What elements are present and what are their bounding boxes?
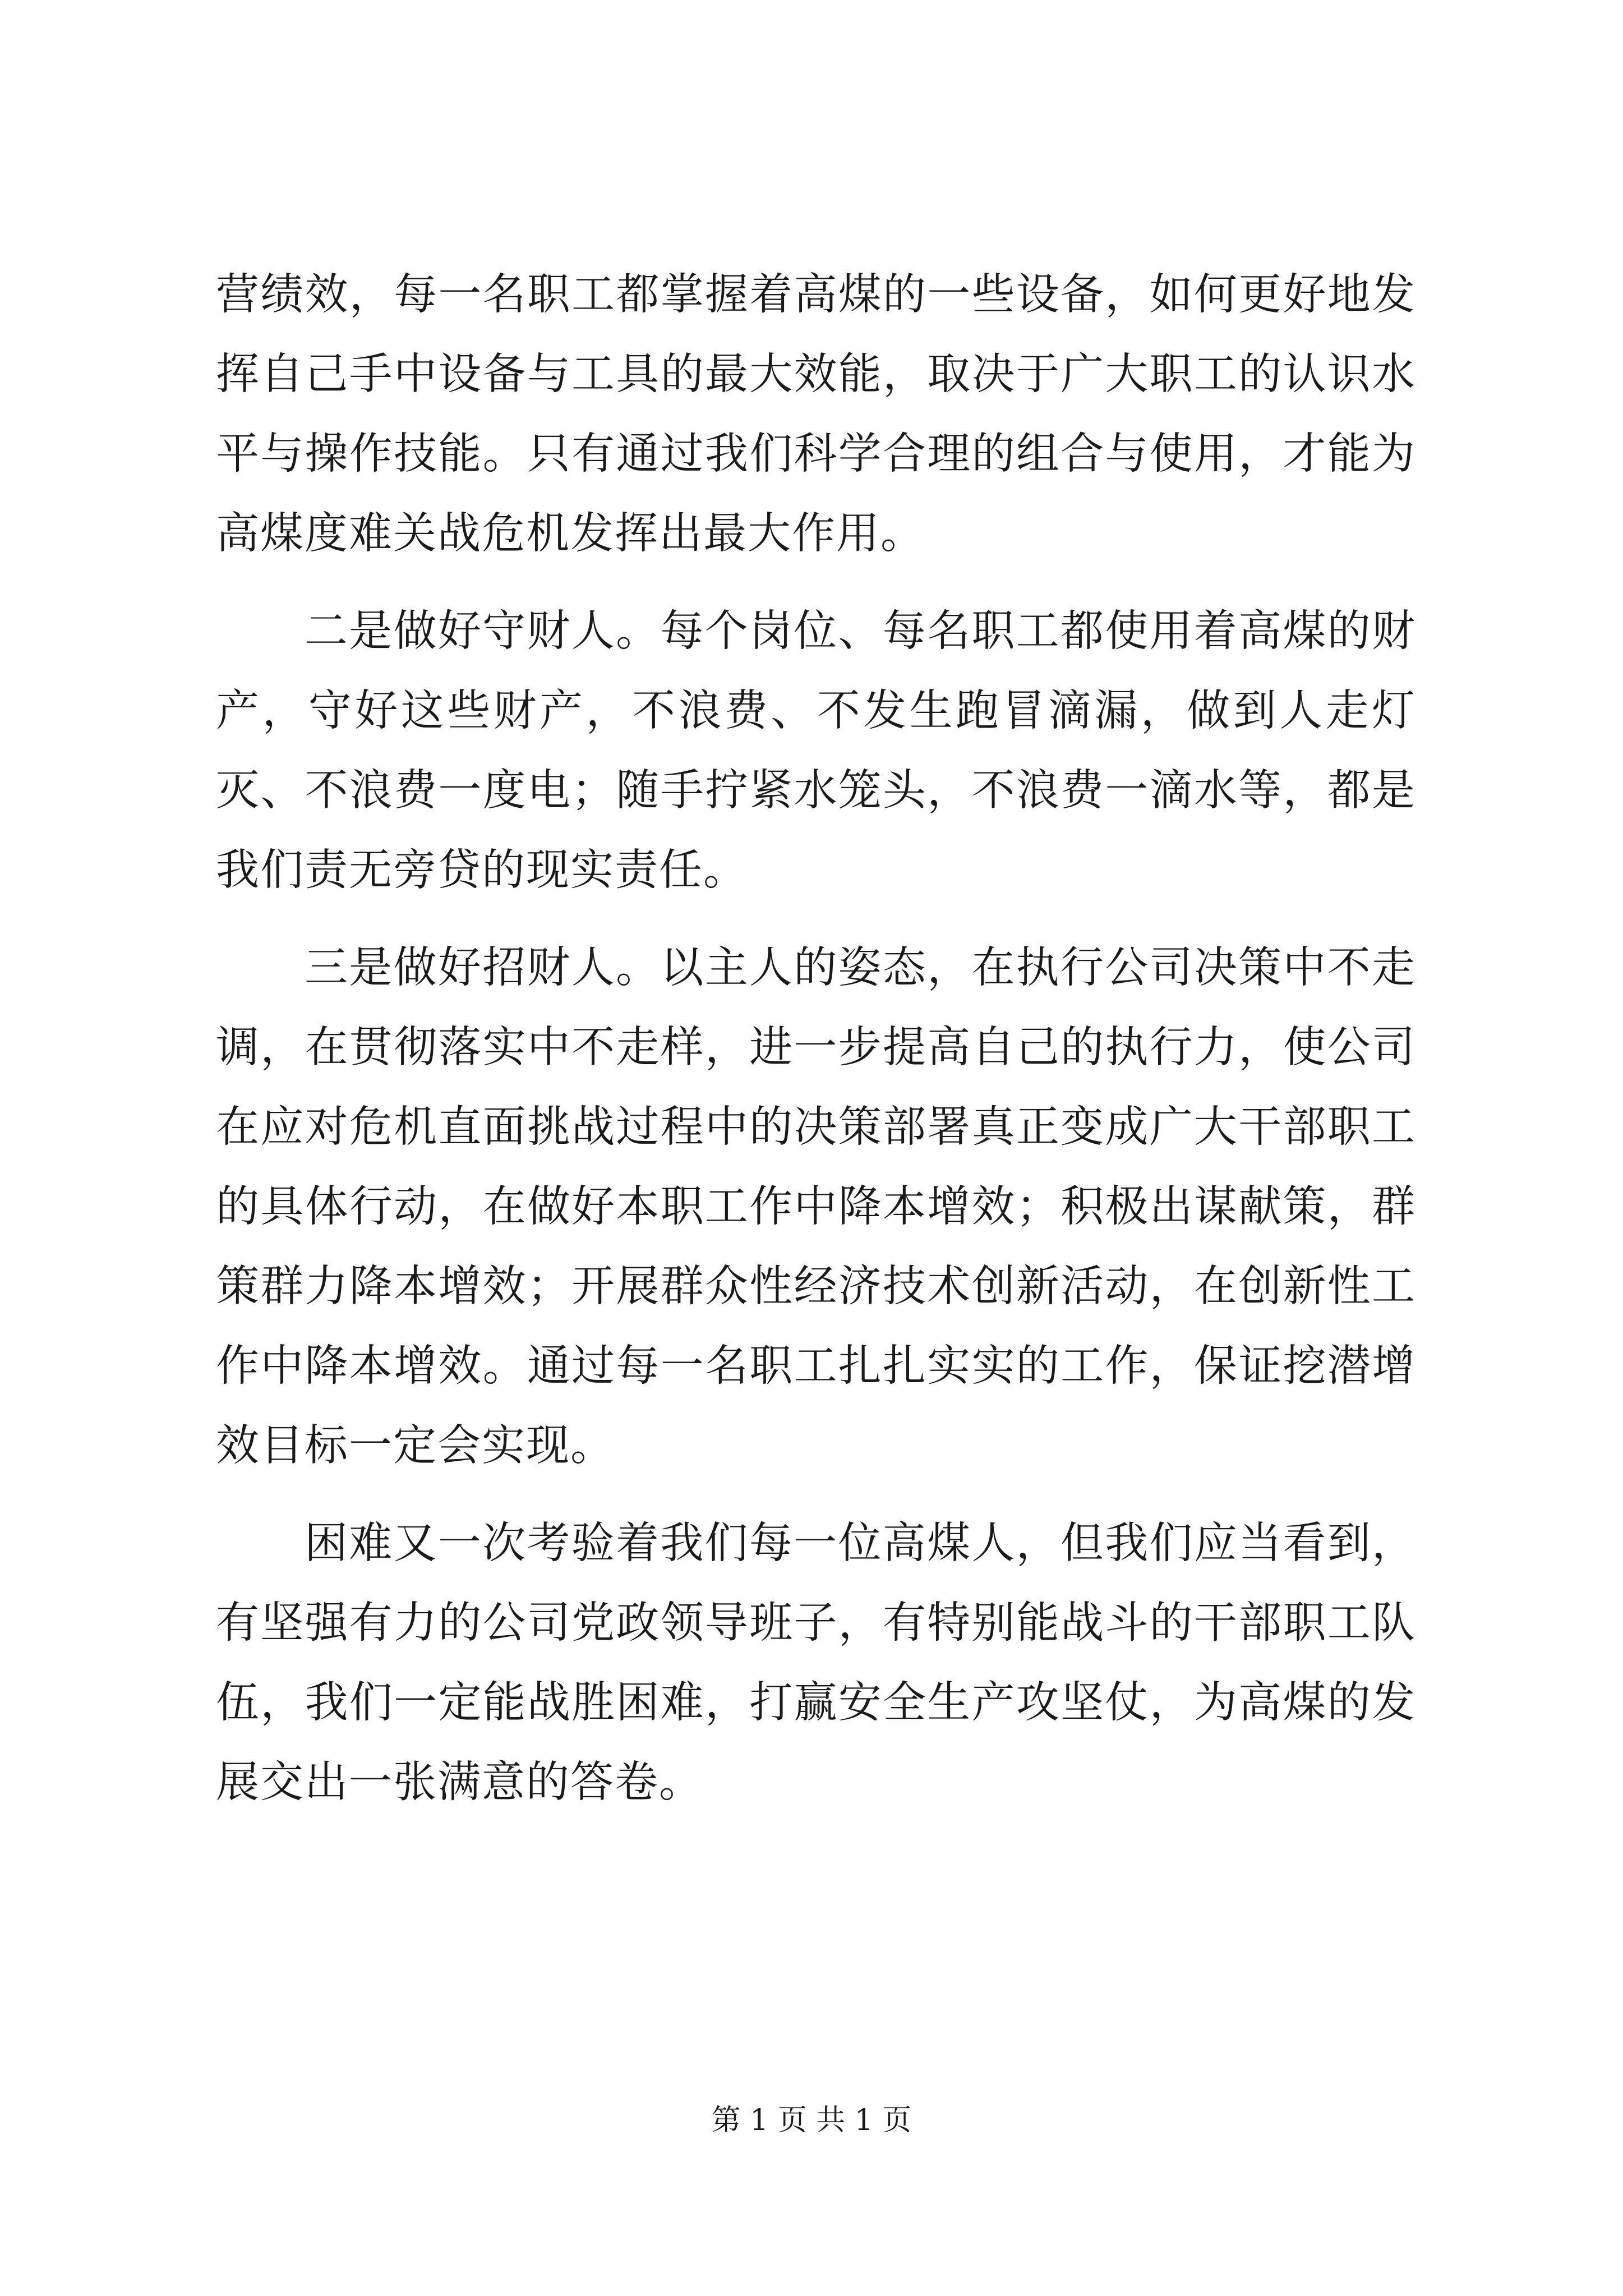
page-footer: 第 1 页 共 1 页: [711, 2104, 912, 2137]
paragraph-4: 困难又一次考验着我们每一位高煤人，但我们应当看到，有坚强有力的公司党政领导班子，有特别能战斗的干部职工队伍，我们一定能战胜困难，打赢安全生产攻坚仗，为高煤的发展交出一张满意的答卷。: [216, 1519, 1416, 1807]
paragraph-3: 三是做好招财人。以主人的姿态，在执行公司决策中不走调，在贯彻落实中不走样，进一步提高自己的执行力，使公司在应对危机直面挑战过程中的决策部署真正变成广大干部职工的具体行动，在做好本职工作中降本增效；积极出谋献策，群策群力降本增效；开展群众性经济技术创新活动，在创新性工作中降本增效。通过每一名职工扎扎实实的工作，保证挖潜增效目标一定会实现。: [216, 943, 1416, 1471]
document-body: [216, 255, 1416, 1841]
paragraph-2: 二是做好守财人。每个岗位、每名职工都使用着高煤的财产，守好这些财产，不浪费、不发生跑冒滴漏，做到人走灯灭、不浪费一度电；随手拧紧水笼头，不浪费一滴水等，都是我们责无旁贷的现实责任。: [216, 606, 1416, 895]
paragraph-1: 营绩效，每一名职工都掌握着高煤的一些设备，如何更好地发挥自己手中设备与工具的最大效能，取决于广大职工的认识水平与操作技能。只有通过我们科学合理的组合与使用，才能为高煤度难关战危机发挥出最大作用。: [216, 270, 1416, 559]
